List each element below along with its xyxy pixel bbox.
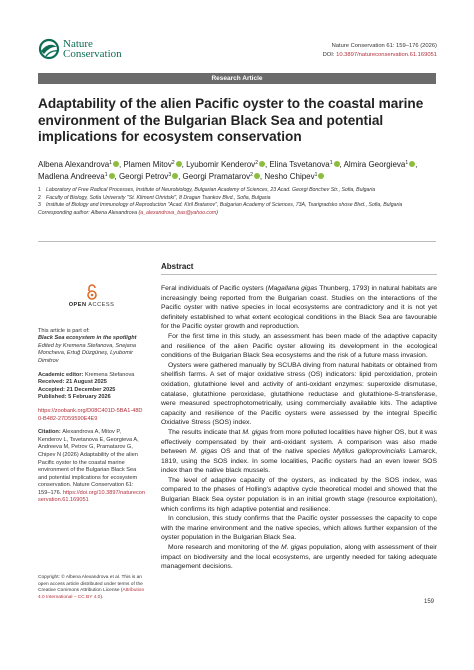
author-separator: , xyxy=(118,160,124,169)
affiliation-number: 1 xyxy=(38,187,41,193)
abstract-text: More research and monitoring of the xyxy=(168,544,282,552)
abstract-paragraph: Oysters were gathered manually by SCUBA diving from natural habitats or obtained from shellfish farms. A set of major oxidative stress (OS) indicators: lipid peroxidation, protein oxidation, glutathione level and activity of anti-oxidant enzymes: superoxide dismutase, catalase, glutathione peroxidase, glutathione reductase and glutathione-S-transferase, were measured spectrophotometrically, using commercially available kits. The adaptive capacity and resilience of the Pacific oysters were assessed by the integral Specific Oxidative Stress (SOS) index. xyxy=(161,361,437,427)
author xyxy=(269,160,339,169)
abstract-text: Lamarck, 1819, using the SOS index. In some localities, Pacific oysters had an even lower SOS index than the native black mussels. xyxy=(161,448,438,475)
special-issue-editors: Edited by Kremena Stefanova, Snejana Moncheva, Ertuğ Düzgüneş, Lyubomir Dimitrov xyxy=(38,342,136,364)
abstract-paragraph: For the first time in this study, an assessment has been made of the adaptive capacity and resilience of the alien Pacific oyster allowing its development in the ecological conditions of the Bulgarian Black Sea ecosystems and the risk of a future mass invasion. xyxy=(161,332,437,360)
abstract-text: Feral individuals of Pacific oysters ( xyxy=(161,285,268,292)
author-name[interactable]: Almira Georgieva xyxy=(343,160,406,169)
section-divider xyxy=(38,241,436,242)
orcid-icon[interactable] xyxy=(318,173,324,179)
globe-leaf-icon xyxy=(38,38,60,60)
author-separator: , xyxy=(181,160,187,169)
published-date: Published: 5 February 2026 xyxy=(38,394,111,401)
author-affiliation-number: 2 xyxy=(255,160,258,166)
logo-line-1: Nature xyxy=(63,38,93,50)
author-name[interactable]: Elina Tsvetanova xyxy=(269,160,330,169)
abstract-paragraph: The level of adaptive capacity of the oysters, as indicated by the SOS index, was compared to the phases of Holling's adaptive cycle theoretical model and showed that the Bulgarian Black Sea oyster population is in an initial growth stage (resource exploitation), which confirms its high adaptive potential and resilience. xyxy=(161,476,437,513)
author-separator: , xyxy=(264,160,270,169)
author xyxy=(186,160,265,169)
author-affiliation-number: 1 xyxy=(329,160,333,166)
author-name[interactable]: Georgi Pramatarov xyxy=(182,172,251,181)
abstract-text: OS and that of the native species xyxy=(217,448,334,456)
abstract-section xyxy=(161,262,437,572)
journal-reference xyxy=(323,42,437,60)
author xyxy=(119,172,178,181)
affiliation-item xyxy=(38,187,438,195)
abstract-heading: Abstract xyxy=(161,262,437,275)
received-date: Received: 21 August 2025 xyxy=(38,379,107,386)
author-separator: , xyxy=(339,160,344,169)
species-name: M. gigas xyxy=(190,448,218,456)
special-issue xyxy=(38,328,145,366)
author-name[interactable]: Plamen Mitov xyxy=(123,160,172,169)
special-issue-title[interactable]: Black Sea ecosystem in the spotlight xyxy=(38,335,137,342)
author-name[interactable]: Albena Alexandrova xyxy=(38,160,110,169)
corresponding-email-link[interactable]: a_alexandrova_bas@yahoo.com xyxy=(140,210,217,217)
abstract-paragraph xyxy=(161,284,437,332)
academic-editor-label: Academic editor: xyxy=(38,371,85,378)
doi-label: DOI: xyxy=(322,52,337,58)
open-access-label xyxy=(69,302,115,310)
academic-editor-name: Kremena Stefanova xyxy=(84,371,135,378)
article-title: Adaptability of the alien Pacific oyster to the coastal marine environment of the Bulgarian Black Sea and potential implications for ecosystem conservation xyxy=(38,96,424,144)
citation-text: Alexandrova A, Mitov P, Kenderov L, Tsvetanova E, Georgieva A, Andreeva M, Petrov G, Pramatarov G, Chipev N (2026) Adaptability of the alien Pacific oyster to the coastal marine environment of the Bulgarian Black Sea and potential implications for ecosystem conservation. Nature Conservation 61: 159–176. xyxy=(38,429,139,496)
author xyxy=(183,172,260,181)
author-affiliation-number: 2 xyxy=(250,172,253,178)
open-access-badge xyxy=(38,284,145,310)
citation xyxy=(38,429,145,505)
affiliation-item xyxy=(38,202,438,210)
affiliation-text: Faculty of Biology, Sofia University "St. Kliment Ohridski", 8 Dragan Tsankov Blvd., Sofia, Bulgaria xyxy=(46,194,271,201)
oa-access: ACCESS xyxy=(88,302,115,308)
special-issue-intro: This article is part of: xyxy=(38,327,90,334)
author-affiliation-number: 1 xyxy=(109,160,112,166)
dates-block xyxy=(38,372,145,402)
author-separator: , xyxy=(114,172,119,181)
affiliation-item xyxy=(38,195,438,203)
abstract-text: population, along with assessment of their impact on biodiversity and the local ecosystems, are urgently needed for taking adequate management decisions. xyxy=(161,544,438,571)
author-name[interactable]: Madlena Andreeva xyxy=(38,172,105,181)
page-header xyxy=(0,0,474,70)
abstract-paragraph: In conclusion, this study confirms that the Pacific oyster possesses the capacity to cope with the marine environment and the native species, which allows further expansion of the oyster population in the Bulgarian Black Sea. xyxy=(161,515,437,542)
abstract-text: The results indicate that xyxy=(168,428,243,436)
abstract-paragraph xyxy=(161,428,437,476)
author-affiliation-number: 3 xyxy=(168,172,172,178)
license-link[interactable]: Attribution 4.0 International – CC BY 4.0 xyxy=(38,588,145,600)
article-type-banner: Research Article xyxy=(38,73,436,84)
journal-logo[interactable] xyxy=(38,38,122,60)
affiliation-number: 2 xyxy=(38,194,41,201)
author-separator: , xyxy=(178,172,183,181)
author-separator: , xyxy=(415,160,418,169)
author xyxy=(264,172,324,181)
zoobank-link[interactable]: https://zoobank.org/D08C401D-5BA1-48D0-B482-27D59590E4E9 xyxy=(38,407,143,422)
citation-doi-link[interactable]: https://doi.org/10.3897/natureconservation.61.169051 xyxy=(38,489,145,504)
author-affiliation-number: 1 xyxy=(104,172,108,178)
abstract-text: from more polluted localities have higher OS, but it was effectively compensated by their anti-oxidant system. A comparison was also made between xyxy=(161,428,437,456)
accepted-date: Accepted: 21 December 2025 xyxy=(38,386,116,393)
corresponding-author xyxy=(38,210,438,218)
page-number: 159 xyxy=(423,599,434,605)
species-name: Magallana gigas xyxy=(267,285,318,292)
affiliation-text: Institute of Biology and Immunology of Reproduction "Acad. Kiril Bratanov", Bulgarian Academy of Sciences, 73A, Tsarigradsko shose Blvd., Sofia, Bulgaria xyxy=(46,202,403,209)
author-name[interactable]: Nesho Chipev xyxy=(264,172,315,181)
author-name[interactable]: Georgi Petrov xyxy=(118,172,169,181)
species-name: M. gigas xyxy=(281,544,307,552)
copyright-end: ). xyxy=(100,594,104,600)
author-affiliation-number: 1 xyxy=(405,160,409,166)
abstract-text: Thunberg, 1793) in natural habitats are increasingly being reported from the Bulgarian coast. Studies on the interactions of the Pacific oyster with native species in local ecosystems are contradictory and it is not yet definitely established to what extent ecological conditions in the Black Sea are favourable for the Pacific oyster growth and reproduction. xyxy=(161,285,437,331)
logo-line-2: Conservation xyxy=(63,48,122,60)
journal-volume: Nature Conservation 61: 159–176 (2026) xyxy=(331,43,437,49)
author xyxy=(38,172,115,181)
academic-editor xyxy=(38,372,145,380)
citation-label: Citation: xyxy=(38,429,63,436)
logo-wordmark xyxy=(63,39,122,59)
affiliation-text: Laboratory of Free Radical Processes, Institute of Neurobiology, Bulgarian Academy of Sciences, 23 Acad. Georgi Bonchev Str., Sofia, Bulgaria xyxy=(46,187,376,193)
author xyxy=(344,160,416,169)
author xyxy=(123,160,181,169)
author-name[interactable]: Lyubomir Kenderov xyxy=(186,160,256,169)
author-affiliation-number: 2 xyxy=(171,160,175,166)
affiliation-list xyxy=(38,187,438,218)
abstract-paragraph xyxy=(161,543,437,572)
article-sidebar xyxy=(38,262,145,511)
species-name: M. gigas xyxy=(242,428,269,436)
open-lock-icon xyxy=(86,284,98,300)
author-affiliation-number: 1 xyxy=(314,172,318,178)
oa-open: OPEN xyxy=(68,302,87,308)
author xyxy=(38,160,119,169)
author-separator: , xyxy=(259,172,265,181)
copyright-notice xyxy=(38,575,148,601)
corresponding-label: Corresponding author: Albena Alexandrova ( xyxy=(38,210,141,217)
copyright-text: Copyright: © Albena Alexandrova et al. This is an open access article distributed under terms of the Creative Commons Attribution License ( xyxy=(38,575,143,593)
doi-line xyxy=(323,51,437,60)
doi-link[interactable]: 10.3897/natureconservation.61.169051 xyxy=(336,52,437,58)
author-list xyxy=(38,158,438,182)
affiliation-number: 3 xyxy=(38,202,41,209)
species-name: Mytilus galloprovincialis xyxy=(333,448,406,456)
corresponding-end: ) xyxy=(216,210,218,217)
